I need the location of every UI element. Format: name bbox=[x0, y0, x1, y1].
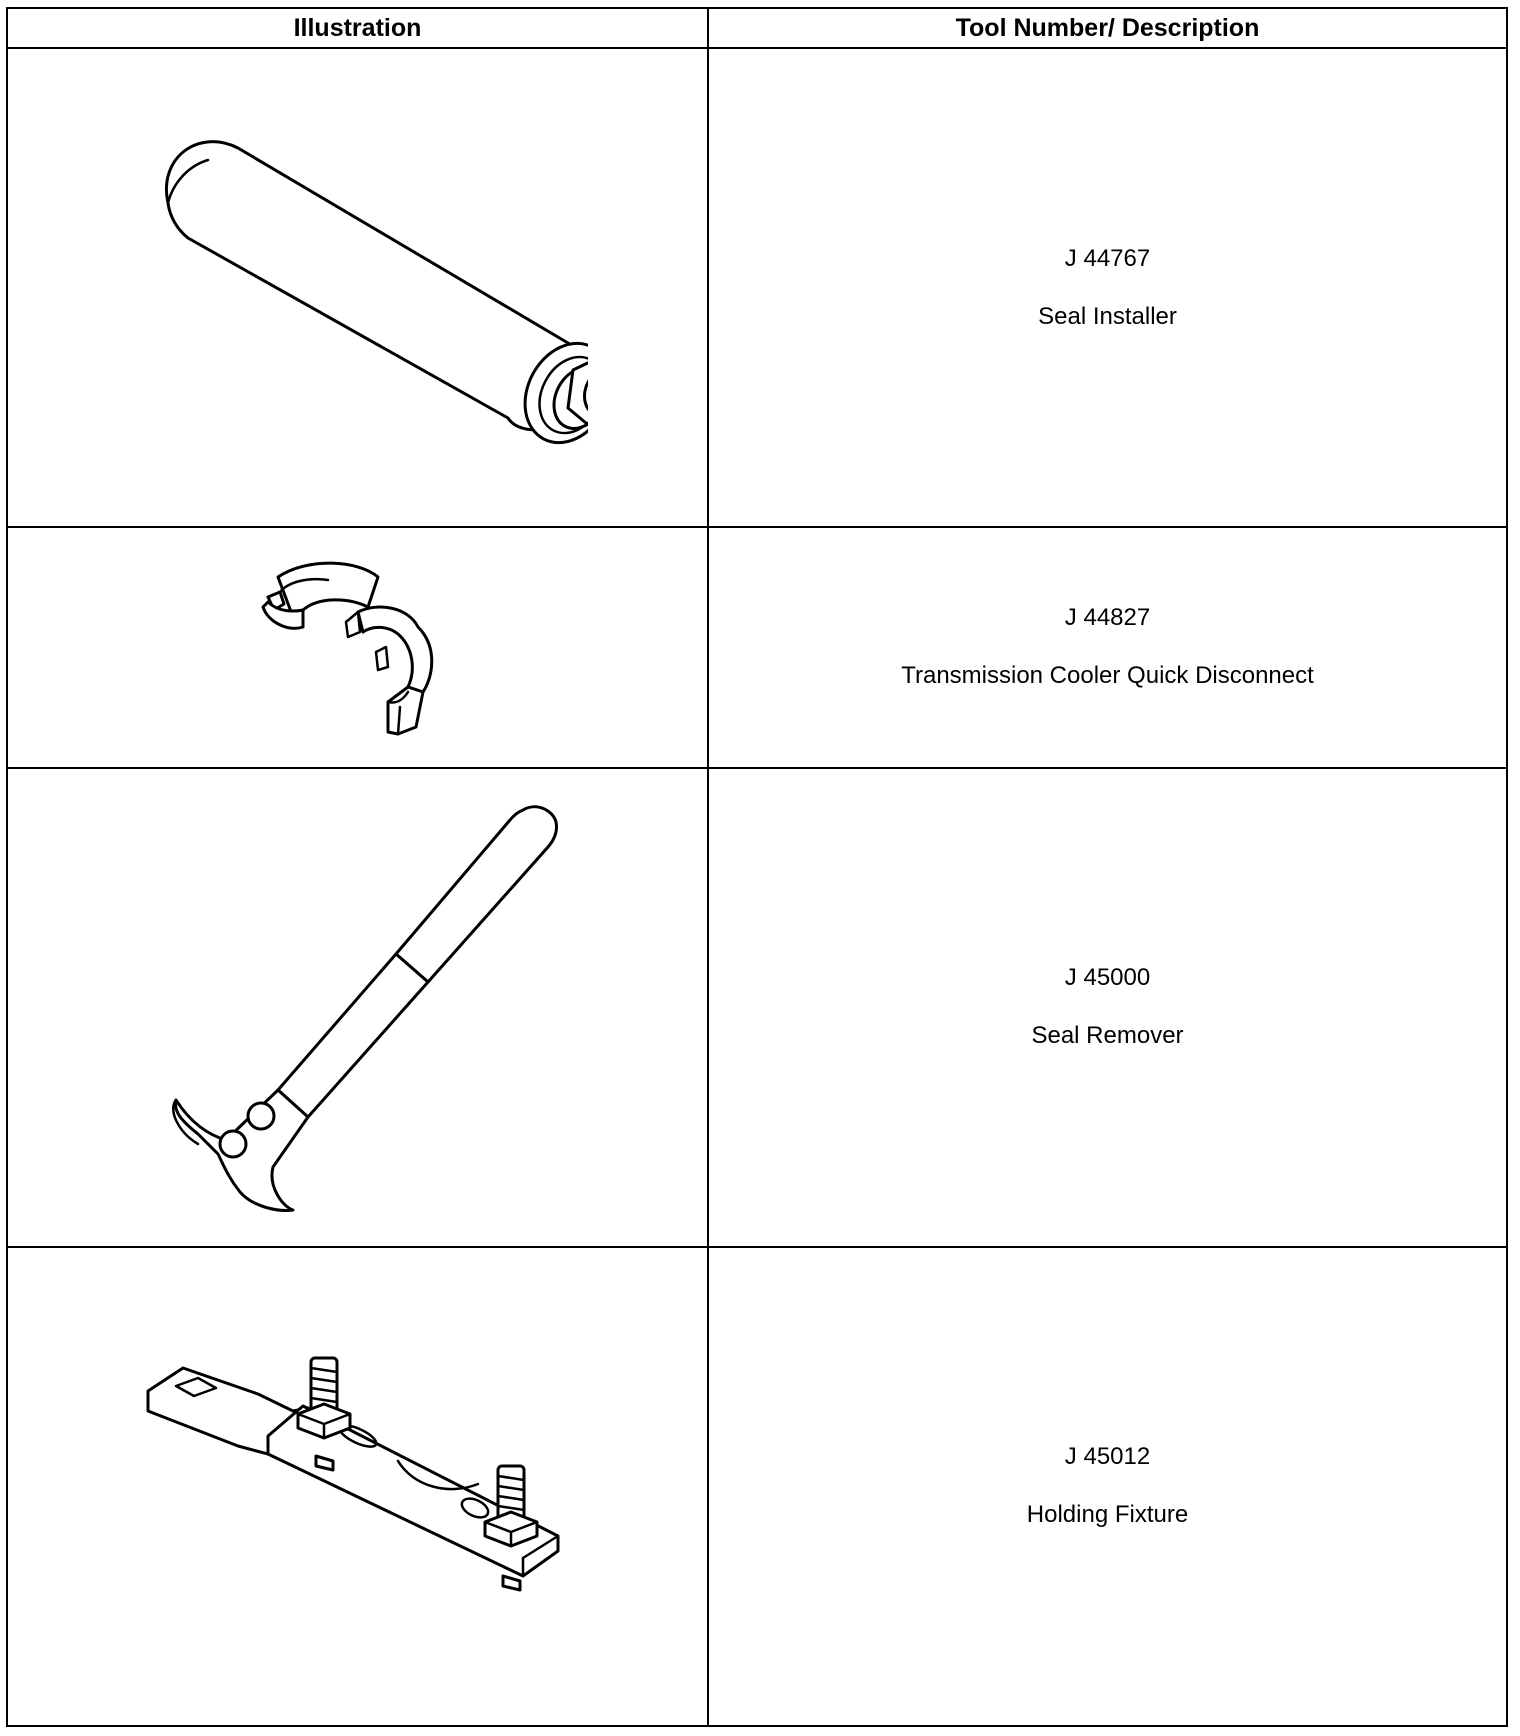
illustration-cell bbox=[7, 1247, 708, 1726]
header-tool-description: Tool Number/ Description bbox=[708, 8, 1507, 48]
tool-description: Seal Remover bbox=[1031, 1022, 1184, 1050]
table-row bbox=[7, 48, 1507, 527]
table-header-row bbox=[7, 8, 1507, 48]
illustration-cell bbox=[7, 527, 708, 768]
header-illustration: Illustration bbox=[7, 8, 708, 48]
description-cell bbox=[708, 527, 1507, 768]
description-cell bbox=[708, 768, 1507, 1247]
description-cell bbox=[708, 48, 1507, 527]
table-row bbox=[7, 527, 1507, 768]
seal-remover-illustration bbox=[138, 792, 578, 1222]
tool-description: Seal Installer bbox=[1038, 302, 1177, 330]
illustration-cell bbox=[7, 768, 708, 1247]
tool-description: Holding Fixture bbox=[1026, 1501, 1189, 1529]
tool-number: J 45000 bbox=[1064, 964, 1151, 992]
table-row bbox=[7, 1247, 1507, 1726]
seal-installer-illustration bbox=[128, 108, 588, 468]
holding-fixture-illustration bbox=[128, 1336, 588, 1636]
tool-number: J 44827 bbox=[1064, 604, 1151, 632]
description-cell bbox=[708, 1247, 1507, 1726]
special-tools-table bbox=[6, 7, 1508, 1727]
quick-disconnect-illustration bbox=[248, 552, 468, 742]
tool-number: J 44767 bbox=[1064, 244, 1151, 272]
tool-number: J 45012 bbox=[1064, 1443, 1151, 1471]
tool-description: Transmission Cooler Quick Disconnect bbox=[901, 662, 1314, 690]
table-row bbox=[7, 768, 1507, 1247]
illustration-cell bbox=[7, 48, 708, 527]
